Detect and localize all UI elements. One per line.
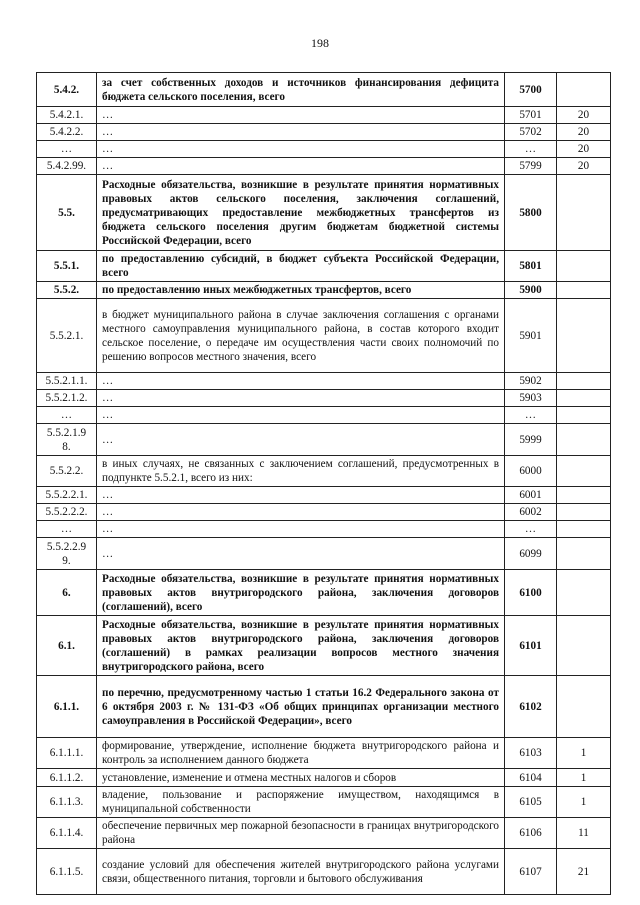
row-value [557, 251, 611, 282]
row-number: 6.1.1.2. [37, 769, 97, 787]
row-value: 20 [557, 107, 611, 124]
table-row [37, 424, 611, 456]
row-number: 5.4.2.2. [37, 124, 97, 141]
row-code: … [505, 521, 557, 538]
row-description: за счет собственных доходов и источников финансирования дефицита бюджета сельского поселения, всего [97, 73, 505, 107]
row-number: 6.1. [37, 616, 97, 676]
row-code: 6001 [505, 487, 557, 504]
row-description: по предоставлению субсидий, в бюджет субъекта Российской Федерации, всего [97, 251, 505, 282]
row-code: 5901 [505, 299, 557, 373]
row-code: 6000 [505, 456, 557, 487]
page-number: 198 [311, 36, 329, 50]
table-row [37, 107, 611, 124]
row-number: … [37, 521, 97, 538]
row-number: 6.1.1.1. [37, 738, 97, 769]
row-code: 5799 [505, 158, 557, 175]
row-value [557, 456, 611, 487]
table-row [37, 456, 611, 487]
row-code: 6101 [505, 616, 557, 676]
row-description: Расходные обязательства, возникшие в результате принятия нормативных правовых актов внутригородского района, заключения договоров (соглашений), всего [97, 570, 505, 616]
row-number: 6.1.1.5. [37, 849, 97, 895]
table-row [37, 124, 611, 141]
row-code: … [505, 141, 557, 158]
row-value [557, 538, 611, 570]
row-code: 6102 [505, 676, 557, 738]
row-code: 6104 [505, 769, 557, 787]
row-description: Расходные обязательства, возникшие в результате принятия нормативных правовых актов сельского поселения, заключения соглашений, предусматривающих предоставление межбюджетных трансфертов из бюджета сельского поселения другим бюджетам бюджетной системы Российской Федерации, всего [97, 175, 505, 251]
row-value [557, 616, 611, 676]
row-description: … [97, 141, 505, 158]
table-row [37, 787, 611, 818]
row-number: 6. [37, 570, 97, 616]
row-description: … [97, 107, 505, 124]
row-value [557, 504, 611, 521]
table-row [37, 616, 611, 676]
row-code: 5701 [505, 107, 557, 124]
row-code: 5999 [505, 424, 557, 456]
row-description: … [97, 158, 505, 175]
table-row [37, 570, 611, 616]
table-row [37, 676, 611, 738]
row-value [557, 521, 611, 538]
row-value [557, 407, 611, 424]
table-row [37, 158, 611, 175]
row-code: 5800 [505, 175, 557, 251]
row-code: 6103 [505, 738, 557, 769]
row-code: 6100 [505, 570, 557, 616]
row-value [557, 73, 611, 107]
row-code: 5903 [505, 390, 557, 407]
row-number: … [37, 407, 97, 424]
row-value: 20 [557, 158, 611, 175]
row-number: … [37, 141, 97, 158]
row-number: 5.5.2.1. [37, 299, 97, 373]
row-description: владение, пользование и распоряжение имуществом, находящимся в муниципальной собственности [97, 787, 505, 818]
row-description: … [97, 424, 505, 456]
row-number: 5.5.2.1.1. [37, 373, 97, 390]
row-code: 5900 [505, 282, 557, 299]
table-row [37, 521, 611, 538]
table-row [37, 818, 611, 849]
table-row [37, 299, 611, 373]
row-code: 5702 [505, 124, 557, 141]
row-number: 5.5.2. [37, 282, 97, 299]
row-number: 5.5.2.2.2. [37, 504, 97, 521]
row-description: … [97, 390, 505, 407]
row-description: в бюджет муниципального района в случае заключения соглашения с органами местного самоуправления муниципального района, в состав которого входит сельское поселение, о передаче им осуществления части своих полномочий по решению вопросов местного значения, всего [97, 299, 505, 373]
row-description: … [97, 521, 505, 538]
row-code: … [505, 407, 557, 424]
row-value [557, 390, 611, 407]
table-row [37, 175, 611, 251]
row-number: 5.5. [37, 175, 97, 251]
row-value [557, 299, 611, 373]
row-value [557, 487, 611, 504]
row-value [557, 175, 611, 251]
table-row [37, 282, 611, 299]
row-value [557, 676, 611, 738]
row-number: 5.4.2.1. [37, 107, 97, 124]
row-description: Расходные обязательства, возникшие в результате принятия нормативных правовых актов внутригородского района, заключения договоров (соглашений) в рамках реализации вопросов местного значения внутригородского района, всего [97, 616, 505, 676]
row-code: 5700 [505, 73, 557, 107]
table-row [37, 738, 611, 769]
row-number: 5.5.2.2. [37, 456, 97, 487]
row-description: … [97, 538, 505, 570]
row-number: 5.5.2.2.9 9. [37, 538, 97, 570]
row-code: 6107 [505, 849, 557, 895]
table-row [37, 538, 611, 570]
row-code: 6105 [505, 787, 557, 818]
row-value: 21 [557, 849, 611, 895]
row-number: 5.4.2.99. [37, 158, 97, 175]
row-description: … [97, 407, 505, 424]
row-value [557, 570, 611, 616]
table-row [37, 73, 611, 107]
row-description: создание условий для обеспечения жителей внутригородского района услугами связи, общественного питания, торговли и бытового обслуживания [97, 849, 505, 895]
row-code: 5801 [505, 251, 557, 282]
table-row [37, 373, 611, 390]
row-number: 5.5.1. [37, 251, 97, 282]
row-value [557, 282, 611, 299]
row-value [557, 424, 611, 456]
row-value: 1 [557, 769, 611, 787]
row-code: 6099 [505, 538, 557, 570]
row-code: 6002 [505, 504, 557, 521]
row-code: 6106 [505, 818, 557, 849]
table-row [37, 769, 611, 787]
row-value: 1 [557, 787, 611, 818]
table-row [37, 487, 611, 504]
table-row [37, 407, 611, 424]
row-value [557, 373, 611, 390]
row-description: установление, изменение и отмена местных налогов и сборов [97, 769, 505, 787]
table-row [37, 141, 611, 158]
row-number: 5.4.2. [37, 73, 97, 107]
row-number: 6.1.1.3. [37, 787, 97, 818]
row-description: … [97, 373, 505, 390]
table-row [37, 504, 611, 521]
row-description: в иных случаях, не связанных с заключением соглашений, предусмотренных в подпункте 5.5.2.1, всего из них: [97, 456, 505, 487]
row-number: 5.5.2.1.2. [37, 390, 97, 407]
row-value: 1 [557, 738, 611, 769]
table-row [37, 849, 611, 895]
table-row [37, 390, 611, 407]
table-row [37, 251, 611, 282]
row-value: 11 [557, 818, 611, 849]
row-description: формирование, утверждение, исполнение бюджета внутригородского района и контроль за исполнением данного бюджета [97, 738, 505, 769]
row-number: 6.1.1. [37, 676, 97, 738]
row-description: обеспечение первичных мер пожарной безопасности в границах внутригородского района [97, 818, 505, 849]
row-number: 6.1.1.4. [37, 818, 97, 849]
row-description: … [97, 124, 505, 141]
row-code: 5902 [505, 373, 557, 390]
row-description: по перечню, предусмотренному частью 1 статьи 16.2 Федерального закона от 6 октября 2003 г. № 131-ФЗ «Об общих принципах организации местного самоуправления в Российской Федерации», всего [97, 676, 505, 738]
row-number: 5.5.2.1.9 8. [37, 424, 97, 456]
row-description: по предоставлению иных межбюджетных трансфертов, всего [97, 282, 505, 299]
row-number: 5.5.2.2.1. [37, 487, 97, 504]
row-description: … [97, 504, 505, 521]
row-description: … [97, 487, 505, 504]
row-value: 20 [557, 124, 611, 141]
row-value: 20 [557, 141, 611, 158]
expenditure-table [36, 72, 611, 895]
